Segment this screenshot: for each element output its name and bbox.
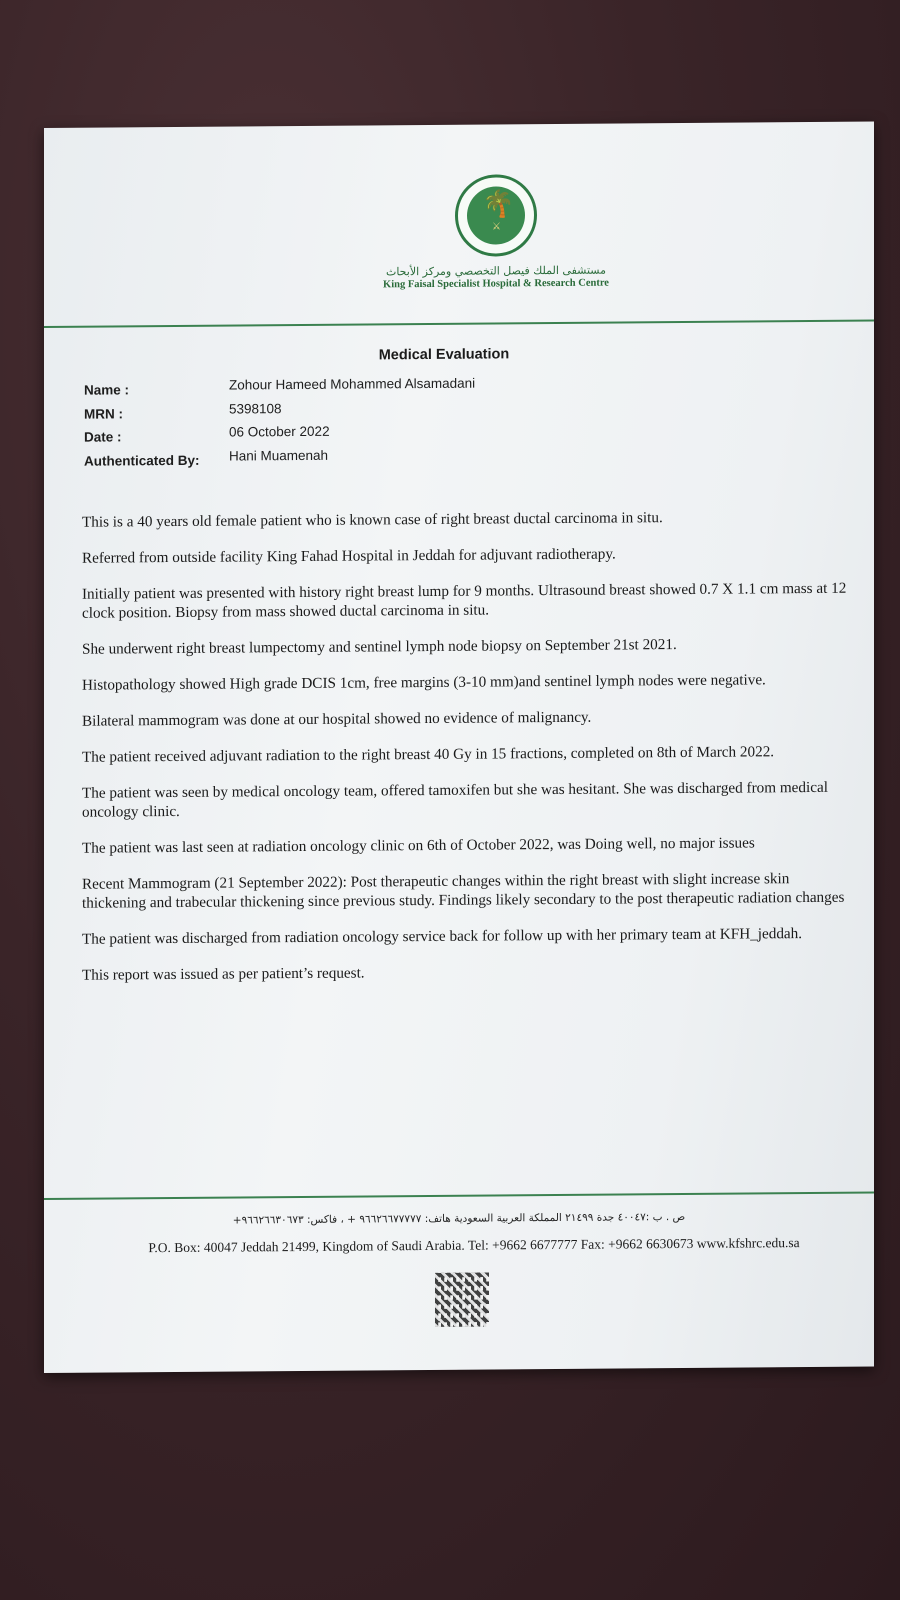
paragraph: Histopathology showed High grade DCIS 1cm, free margins (3-10 mm)and sentinel lymph nodes were negative. [82,671,766,694]
footer-divider [44,1191,874,1200]
field-value: 06 October 2022 [229,423,330,440]
field-label: Name : [84,382,130,398]
paragraph: The patient was seen by medical oncology team, offered tamoxifen but she was hesitant. She was discharged from medical oncology clinic. [82,778,828,821]
paragraph: Recent Mammogram (21 September 2022): Post therapeutic changes within the right breast with slight increase skin thickening and trabecular thickening since previous study. Findings likely secondary to the post therapeutic radiation changes [82,870,845,912]
hospital-name-english: King Faisal Specialist Hospital & Research Centre [383,277,609,291]
footer-address-arabic: ص . ب :٤٠٠٤٧ جدة ٢١٤٩٩ المملكة العربية السعودية هاتف: ٩٦٦٢٦٦٧٧٧٧٧ + ، فاكس: ٩٦٦٢٦٦٣٠٦٧٣+ [232,1210,686,1227]
paragraph: The patient received adjuvant radiation to the right breast 40 Gy in 15 fractions, completed on 8th of March 2022. [82,743,775,766]
paragraph: Referred from outside facility King Fahad Hospital in Jeddah for adjuvant radiotherapy. [82,545,616,567]
paragraph: She underwent right breast lumpectomy and sentinel lymph node biopsy on September 21st 2021. [82,636,677,658]
document-title: Medical Evaluation [378,346,510,364]
header-divider [44,319,874,328]
field-value: 5398108 [229,400,282,417]
paragraph: The patient was discharged from radiation oncology service back for follow up with her primary team at KFH_jeddah. [82,925,803,948]
paragraph: This is a 40 years old female patient who is known case of right breast ductal carcinoma in situ. [82,509,663,531]
hospital-name-arabic: مستشفى الملك فيصل التخصصي ومركز الأبحاث [385,263,607,279]
kfshrc-logo-icon: 🌴 ⚔ [455,174,537,257]
paragraph: The patient was last seen at radiation oncology clinic on 6th of October 2022, was Doing well, no major issues [82,834,755,857]
field-label: MRN : [84,405,123,422]
evaluation-body [82,507,852,1002]
field-value: Zohour Hameed Mohammed Alsamadani [229,375,476,393]
paragraph: Bilateral mammogram was done at our hospital showed no evidence of malignancy. [82,708,592,730]
field-label: Date : [84,429,122,445]
hospital-header [376,174,616,291]
field-value: Hani Muamenah [229,447,329,464]
footer-address-english: P.O. Box: 40047 Jeddah 21499, Kingdom of Saudi Arabia. Tel: +9662 6677777 Fax: +9662 6630673 www.kfshrc.edu.sa [148,1235,800,1256]
paragraph: Initially patient was presented with history right breast lump for 9 months. Ultrasound breast showed 0.7 X 1.1 cm mass at 12 clock position. Biopsy from mass showed ductal carcinoma in situ. [82,579,847,622]
field-label: Authenticated By: [84,452,200,469]
paragraph: This report was issued as per patient’s request. [82,964,365,984]
document-page [44,121,874,1373]
qr-code-icon [435,1273,489,1327]
